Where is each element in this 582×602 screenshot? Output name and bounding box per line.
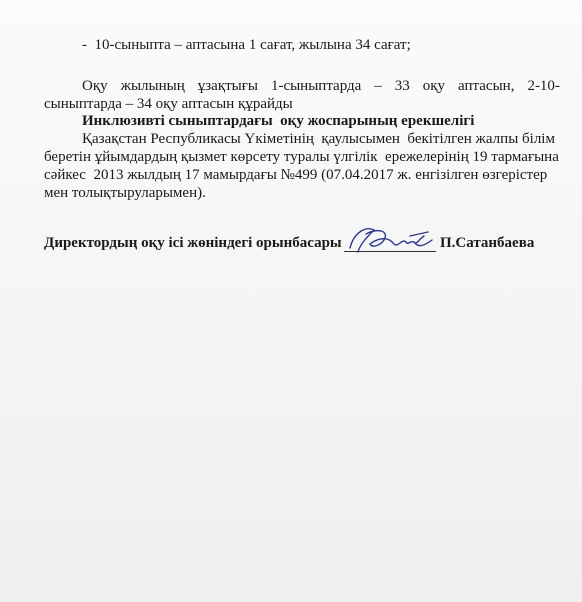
paragraph1-line2: сыныптарда – 34 оқу аптасын құрайды bbox=[44, 96, 293, 112]
word: 33 bbox=[394, 78, 410, 94]
bullet-marker: - bbox=[82, 37, 87, 53]
handwritten-signature bbox=[344, 222, 436, 258]
paragraph1-line1 bbox=[82, 78, 560, 95]
paragraph2-line3: сәйкес 2013 жылдың 17 мамырдағы №499 (07.04.2017 ж. енгізілген өзгерістер bbox=[44, 167, 548, 183]
word: 1-сыныптарда bbox=[270, 78, 362, 94]
word: оқу bbox=[422, 78, 446, 94]
signer-name: П.Сатанбаева bbox=[440, 235, 535, 251]
word: Оқу bbox=[82, 78, 108, 94]
bullet-line bbox=[82, 37, 411, 54]
signature-line bbox=[344, 251, 436, 252]
bullet-text: 10-сыныпта – аптасына 1 сағат, жылына 34 сағат; bbox=[94, 37, 411, 53]
word: ұзақтығы bbox=[197, 78, 258, 94]
paragraph2-line2: беретін ұйымдардың қызмет көрсету туралы үлгілік ережелерінің 19 тармағына bbox=[44, 149, 559, 165]
word: – bbox=[374, 78, 382, 94]
section-heading: Инклюзивті сыныптардағы оқу жоспарының ерекшелігі bbox=[82, 113, 475, 129]
word: жылының bbox=[120, 78, 185, 94]
paragraph2-line4: мен толықтыруларымен). bbox=[44, 185, 206, 201]
word: аптасын, bbox=[458, 78, 515, 94]
signature-title: Директордың оқу ісі жөніндегі орынбасары bbox=[44, 235, 342, 251]
paragraph2-line1: Қазақстан Республикасы Үкіметінің қаулысымен бекітілген жалпы білім bbox=[82, 131, 555, 147]
word: 2-10- bbox=[527, 78, 560, 94]
